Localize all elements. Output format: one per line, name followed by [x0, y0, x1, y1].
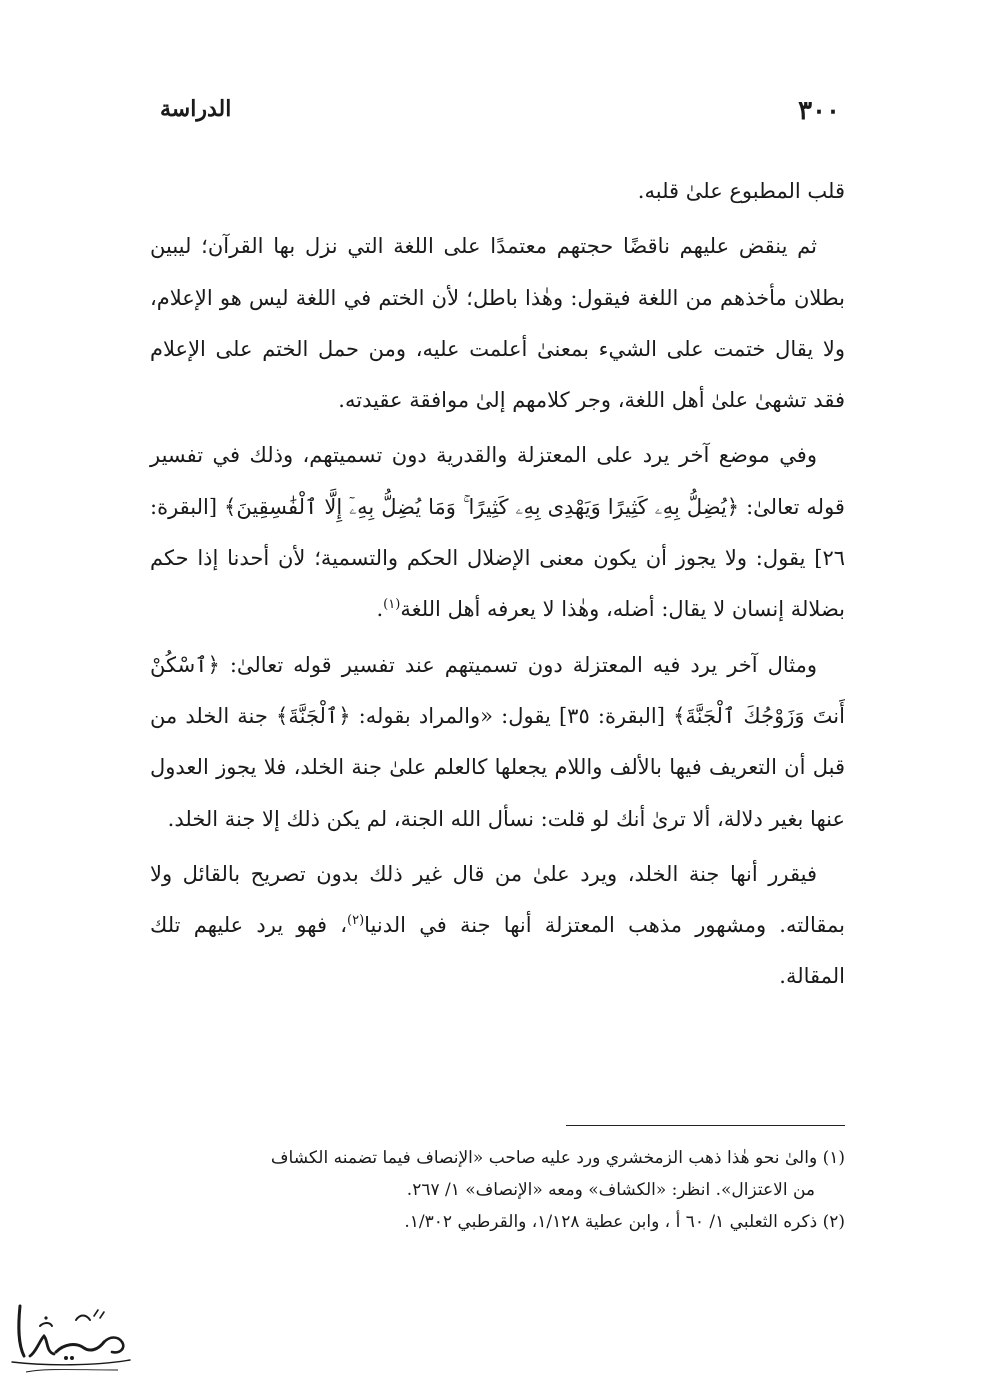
paragraph-4-text-a: ومثال آخر يرد فيه المعتزلة دون تسميتهم عند تفسير قوله تعالىٰ: — [229, 652, 817, 677]
footnotes — [150, 1142, 845, 1238]
paragraph-4-text-c: جنة الخلد من قبل أن التعريف فيها بالألف واللام يجعلها كالعلم علىٰ جنة الخلد، فلا يجوز العدول عنها بغير دلالة، ألا ترىٰ أنك لو قلت: نسأل الله الجنة، لم يكن ذلك إلا جنة الخلد. — [150, 703, 845, 831]
footnote-1-line-1: (١) والىٰ نحو هٰذا ذهب الزمخشري ورد عليه صاحب «الإنصاف فيما تضمنه الكشاف — [270, 1148, 845, 1168]
footnote-divider — [566, 1125, 845, 1126]
quran-verse: ﴿ٱلْجَنَّةَ﴾ — [276, 703, 351, 728]
paragraph-5-text-a: فيقرر أنها جنة الخلد، ويرد علىٰ من قال غير ذلك بدون تصريح بالقائل ولا بمقالته. ومشهور مذهب المعتزلة أنها جنة في الدنيا — [150, 861, 845, 938]
paragraph-3-text-a: وفي موضع آخر يرد على المعتزلة والقدرية دون تسميتهم، وذلك في تفسير قوله تعالىٰ: — [150, 443, 845, 519]
footnote-reference-2[interactable]: (٢) — [347, 913, 365, 929]
paragraph-5 — [150, 849, 845, 1003]
quran-verse: ﴿ٱسْكُنْ أَنتَ وَزَوْجُكَ ٱلْجَنَّةَ﴾ — [150, 652, 845, 728]
paragraph-1: قلب المطبوع علىٰ قلبه. — [637, 179, 845, 203]
quran-verse: ﴿يُضِلُّ بِهِۦ كَثِيرًا وَيَهْدِى بِهِۦ كَثِيرًا ۚ وَمَا يُضِلُّ بِهِۦٓ إِلَّا ٱلْفَٰسِقِينَ﴾ — [224, 494, 740, 519]
body-text — [150, 166, 845, 1003]
running-title: الدراسة — [160, 96, 232, 122]
page-number: ٣٠٠ — [798, 96, 840, 126]
page-header — [160, 88, 840, 138]
footnote-1-line-2: من الاعتزال». انظر: «الكشاف» ومعه «الإنصاف» ١/ ٢٦٧. — [406, 1180, 815, 1200]
paragraph-4 — [150, 640, 845, 845]
paragraph-3 — [150, 430, 845, 635]
paragraph-3-text-b: [البقرة: ٢٦] يقول: ولا يجوز أن يكون معنى الإضلال الحكم والتسمية؛ لأن أحدنا إذا حكم بضلالة إنسان لا يقال: أضله، وهٰذا لا يعرفه أهل اللغة — [150, 494, 845, 622]
paragraph-2: ثم ينقض عليهم ناقضًا حجتهم معتمدًا على اللغة التي نزل بها القرآن؛ ليبين بطلان مأخذهم من اللغة فيقول: وهٰذا باطل؛ لأن الختم في اللغة ليس هو الإعلام، ولا يقال ختمت على الشيء بمعنىٰ أعلمت عليه، ومن حمل الختم على الإعلام فقد تشهىٰ علىٰ أهل اللغة، وجر كلامهم إلىٰ موافقة عقيدته. — [150, 234, 845, 413]
footnote-2: (٢) ذكره الثعلبي ١/ ٦٠ أ ، وابن عطية ١/١٢٨، والقرطبي ١/٣٠٢. — [404, 1212, 845, 1232]
almoshahama-logo — [6, 1296, 138, 1380]
paragraph-4-text-b: [البقرة: ٣٥] يقول: «والمراد بقوله: — [358, 703, 665, 728]
paragraph-5-text-b: ، فهو يرد عليهم تلك المقالة. — [150, 913, 845, 989]
footnote-reference-1[interactable]: (١) — [383, 597, 401, 613]
paragraph-3-end: . — [376, 597, 384, 622]
calligraphy-logo-icon — [6, 1296, 138, 1380]
